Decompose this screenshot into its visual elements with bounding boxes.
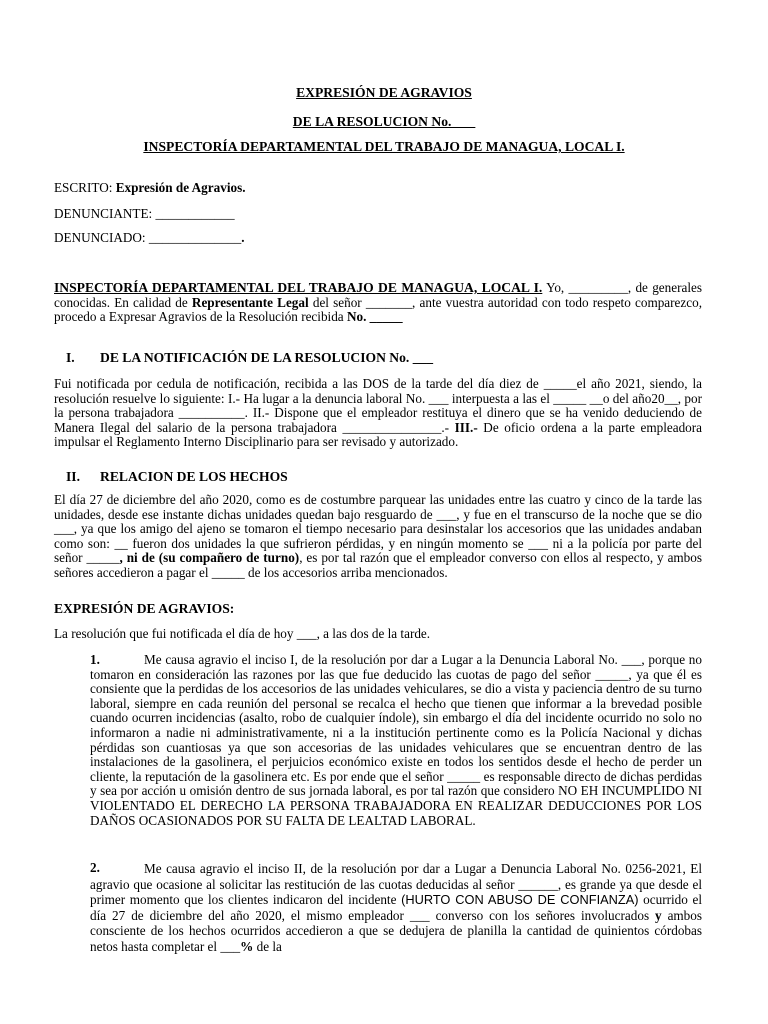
agravios-heading: EXPRESIÓN DE AGRAVIOS: bbox=[54, 601, 235, 616]
document-title: EXPRESIÓN DE AGRAVIOS bbox=[296, 85, 472, 100]
section-1-text-1: Fui notificada por cedula de notificación, recibida a las DOS de la tarde del día diez de _____el año 2021, siendo, la resolución resuelve lo siguiente: I.- Ha lugar a la denuncia laboral No. ___ interpuesta a las el _____ __o del año20__, por la persona trabajadora __________. II.- Dispone que el empleador restituya el dinero que se ha venido deduciendo de Manera Ilegal del salario de la persona trabajadora _______________.- bbox=[54, 376, 702, 435]
item-2-paragraph bbox=[90, 861, 702, 954]
section-2-text-1: El día 27 de diciembre del año 2020, como es de costumbre parquear las unidades entre las cuatro y cinco de la tarde las unidades, desde ese instante dichas unidades quedan bajo resguardo de ___, y fue en el transcurso de la noche que se dio ___, ya que los amigo del ajeno se tomaron el tiempo necesario para desinstalar los accesorios que las unidades andaban como son: __ fueron dos unidades la que sufrieron pérdidas, y en ningún momento se ___ ni a la policía por parte del señor _____ bbox=[54, 492, 702, 566]
escrito-label: ESCRITO: bbox=[54, 180, 116, 195]
section-1-paragraph bbox=[54, 377, 702, 450]
section-2-heading: RELACION DE LOS HECHOS bbox=[100, 469, 288, 484]
item-2-hurto: (HURTO CON ABUSO DE CONFIANZA) bbox=[401, 892, 639, 907]
denunciado-label: DENUNCIADO: ______________ bbox=[54, 230, 242, 245]
intro-lead: INSPECTORÍA DEPARTAMENTAL DEL TRABAJO DE MANAGUA, LOCAL I. bbox=[54, 280, 543, 295]
section-2-text-2: , es por tal razón que el empleador converso con ellos al respecto, y ambos señores accedieron a pagar el _____ de los accesorios arriba mencionados. bbox=[54, 550, 702, 580]
denunciado-dot: . bbox=[241, 230, 245, 245]
item-1-number: 1. bbox=[90, 652, 100, 667]
section-1-iii: III.- bbox=[454, 419, 478, 435]
intro-number: No. _____ bbox=[346, 309, 403, 325]
item-2-y: y bbox=[655, 907, 662, 923]
section-2-number: II. bbox=[66, 469, 80, 484]
item-2-text-1: Me causa agravio el inciso II, de la resolución por dar a Lugar a Denuncia Laboral No. 0256-2021, El agravio que ocasione al solicitar las restitución de las cuotas deducidas al señor ______, es grande ya que desde el primer momento que los clientes indicaron del incidente bbox=[90, 861, 702, 907]
inspectorate-title: INSPECTORÍA DEPARTAMENTAL DEL TRABAJO DE MANAGUA, LOCAL I. bbox=[143, 139, 625, 154]
escrito-value: Expresión de Agravios. bbox=[115, 180, 246, 195]
item-2-number: 2. bbox=[90, 860, 100, 875]
intro-text-1: Yo, _________, de generales conocidas. En calidad de bbox=[54, 280, 702, 310]
item-1-paragraph: Me causa agravio el inciso I, de la resolución por dar a Lugar a la Denuncia Laboral No. ___, porque no tomaron en consideración las razones por las que fue deducido las cuotas de pago del señor _____, ya que él es consiente que la perdidas de los accesorios de las unidades vehiculares, se dio a vista y paciencia dentro de su turno laboral, siempre en cada reunión del personal se recalca el hecho que tienen que informar a la brevedad posible cuando ocurren incidencias (asalto, robo de cualquier índole), sin embargo el día del incidente ocurrido no solo no informaron a nadie ni administrativamente, ni a la institución pertinente como es la Policía Nacional y dichas pérdidas son cuantiosas ya que son accesorias de las unidades vehiculares que se encuentran dentro de las instalaciones de la gasolinera, el perjuicios económico existe en todos los sentidos desde el hecho de perder un cliente, la reputación de la gasolinera etc. Es por ende que el señor _____ es responsable directo de dichas perdidas y sea por acción u omisión dentro de sus jornada laboral, es por tal razón que considero NO EH INCUMPLIDO NI VIOLENTADO EL DERECHO LA PERSONA TRABAJADORA EN REALIZAR DEDUCCIONES POR LOS DAÑOS OCASIONADOS POR SU FALTA DE LEALTAD LABORAL. bbox=[90, 652, 702, 828]
agravios-intro: La resolución que fui notificada el día de hoy ___, a las dos de la tarde. bbox=[54, 626, 431, 641]
intro-representative: Representante Legal bbox=[191, 294, 309, 310]
section-2-bold: , ni de (su compañero de turno) bbox=[119, 550, 300, 566]
denunciante-line: DENUNCIANTE: ____________ bbox=[54, 206, 235, 221]
escrito-line bbox=[54, 181, 246, 196]
section-1-heading: DE LA NOTIFICACIÓN DE LA RESOLUCION No. ___ bbox=[100, 350, 434, 365]
item-2-text-4: de la bbox=[253, 938, 282, 954]
intro-text-2: del señor _______, ante vuestra autoridad con todo respeto comparezco, procedo a Expresar Agravios de la Resolución recibida bbox=[54, 294, 702, 325]
intro-paragraph bbox=[54, 281, 702, 325]
section-2-paragraph bbox=[54, 493, 702, 581]
item-2-text-2: ocurrido el día 27 de diciembre del año 2020, el mismo empleador ___ converso con los señores involucrados bbox=[90, 892, 702, 923]
item-2-text-3: ambos consciente de los hechos ocurridos accedieron a que se dedujera de planilla la cantidad de quinientos córdobas netos hasta completar el ___ bbox=[90, 907, 703, 954]
item-2-percent: % bbox=[240, 938, 254, 954]
section-1-text-2: De oficio ordena a la parte empleadora impulsar el Reglamento Interno Disciplinario para ser revisado y autorizado. bbox=[54, 419, 703, 450]
section-1-number: I. bbox=[66, 350, 75, 365]
denunciado-line bbox=[54, 231, 244, 246]
resolution-title: DE LA RESOLUCION No. ___ bbox=[292, 114, 476, 129]
